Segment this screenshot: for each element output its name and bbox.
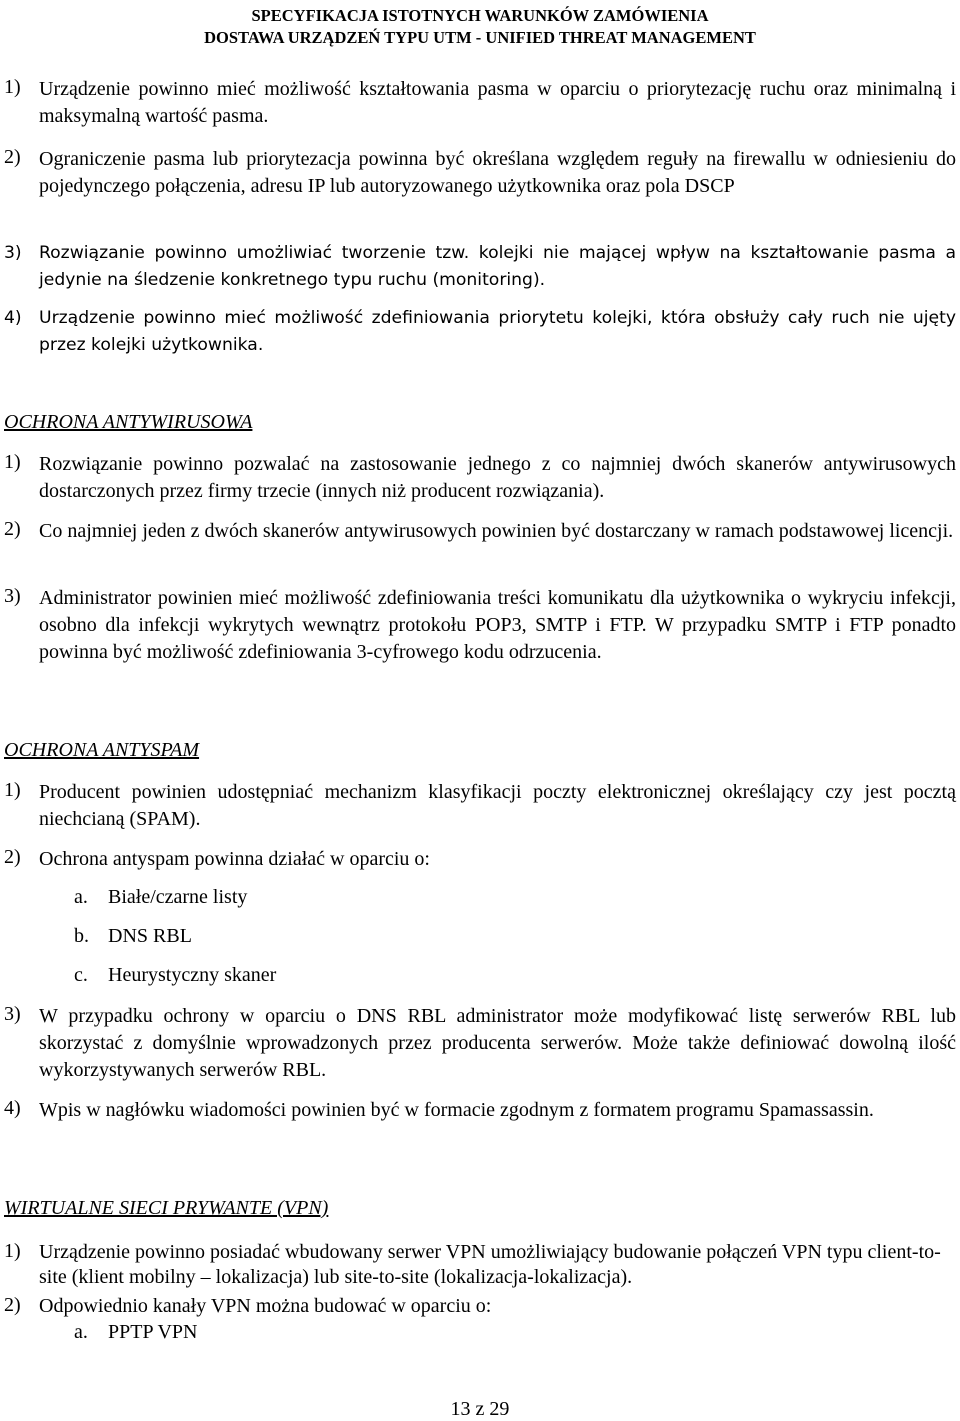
item-text: Co najmniej jeden z dwóch skanerów antywirusowych powinien być dostarczany w ramach podstawowej licencji. [39, 520, 954, 542]
list-item [4, 146, 956, 200]
item-number: 3) [4, 585, 21, 607]
list-item [4, 1294, 956, 1319]
item-number: 4) [4, 308, 22, 328]
item-text: Odpowiednio kanały VPN można budować w oparciu o: [39, 1295, 492, 1317]
item-text: Urządzenie powinno posiadać wbudowany serwer VPN umożliwiający budowanie połączeń VPN typu client-to-site (klient mobilny – lokalizacja) lub site-to-site (lokalizacja-lokalizacja). [39, 1241, 941, 1288]
list-item [4, 1003, 956, 1084]
item-text: W przypadku ochrony w oparciu o DNS RBL administrator może modyfikować listę serwerów RBL lub skorzystać z domyślnie wprowadzonych przez producenta serwerów. Może także definiować dowolną ilość wykorzystywanych serwerów RBL. [39, 1005, 956, 1081]
section-heading-antivirus: OCHRONA ANTYWIRUSOWA [4, 411, 253, 433]
item-number: 2) [4, 518, 21, 540]
sub-list-item [74, 925, 192, 948]
sub-item-letter: c. [74, 964, 88, 986]
item-number: 2) [4, 1294, 21, 1316]
page-number: 13 z 29 [450, 1398, 510, 1420]
sub-list-item [74, 964, 276, 987]
sub-list-item [74, 1321, 198, 1344]
item-number: 1) [4, 76, 21, 98]
item-text: Urządzenie powinno mieć możliwość zdefiniowania priorytetu kolejki, która obsłuży cały ruch nie ujęty przez kolejki użytkownika. [39, 308, 956, 355]
list-item [4, 240, 956, 294]
list-item [4, 76, 956, 130]
header-title: SPECYFIKACJA ISTOTNYCH WARUNKÓW ZAMÓWIENIA [251, 6, 709, 25]
list-item [4, 1240, 956, 1290]
sub-item-letter: a. [74, 886, 88, 908]
sub-item-text: DNS RBL [108, 925, 192, 947]
sub-item-letter: a. [74, 1321, 88, 1343]
list-item [4, 846, 956, 873]
item-number: 1) [4, 1240, 21, 1262]
sub-list-item [74, 886, 247, 909]
sub-item-text: Heurystyczny skaner [108, 964, 277, 986]
list-item [4, 1097, 956, 1124]
item-text: Administrator powinien mieć możliwość zdefiniowania treści komunikatu dla użytkownika o wykryciu infekcji, osobno dla infekcji wykrytych wewnątrz protokołu POP3, SMTP i FTP. W przypadku SMTP i FTP ponadto powinna być możliwość zdefiniowania 3-cyfrowego kodu odrzucenia. [39, 587, 956, 663]
item-text: Producent powinien udostępniać mechanizm klasyfikacji poczty elektronicznej określający czy jest pocztą niechcianą (SPAM). [39, 781, 956, 830]
item-text: Urządzenie powinno mieć możliwość kształtowania pasma w oparciu o priorytezację ruchu oraz minimalną i maksymalną wartość pasma. [39, 78, 956, 127]
item-text: Rozwiązanie powinno pozwalać na zastosowanie jednego z co najmniej dwóch skanerów antywirusowych dostarczonych przez firmy trzecie (innych niż producent rozwiązania). [39, 453, 956, 502]
sub-item-letter: b. [74, 925, 89, 947]
list-item [4, 585, 956, 666]
item-number: 2) [4, 846, 21, 868]
list-item [4, 518, 956, 545]
list-item [4, 779, 956, 833]
list-item [4, 305, 956, 359]
item-text: Rozwiązanie powinno umożliwiać tworzenie tzw. kolejki nie mającej wpływ na kształtowanie pasma a jedynie na śledzenie konkretnego typu ruchu (monitoring). [39, 243, 956, 290]
section-heading-vpn: WIRTUALNE SIECI PRYWANTE (VPN) [4, 1197, 329, 1219]
section-heading-antispam: OCHRONA ANTYSPAM [4, 739, 200, 761]
sub-item-text: Białe/czarne listy [108, 886, 248, 908]
item-number: 3) [4, 243, 22, 263]
item-text: Ograniczenie pasma lub priorytezacja powinna być określana względem reguły na firewallu w odniesieniu do pojedynczego połączenia, adresu IP lub autoryzowanego użytkownika oraz pola DSCP [39, 148, 956, 197]
item-number: 4) [4, 1097, 21, 1119]
sub-item-text: PPTP VPN [108, 1321, 198, 1343]
item-text: Ochrona antyspam powinna działać w oparciu o: [39, 848, 430, 870]
item-number: 1) [4, 451, 21, 473]
header-subtitle: DOSTAWA URZĄDZEŃ TYPU UTM - UNIFIED THREAT MANAGEMENT [204, 28, 756, 47]
document-header [0, 5, 960, 49]
item-text: Wpis w nagłówku wiadomości powinien być w formacie zgodnym z formatem programu Spamassassin. [39, 1099, 874, 1121]
item-number: 2) [4, 146, 21, 168]
item-number: 1) [4, 779, 21, 801]
item-number: 3) [4, 1003, 21, 1025]
list-item [4, 451, 956, 505]
